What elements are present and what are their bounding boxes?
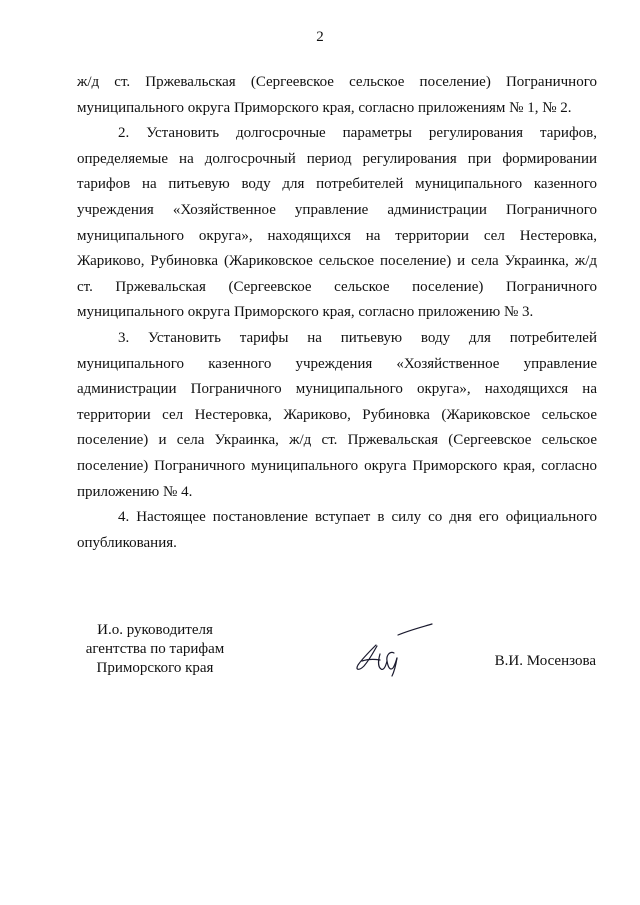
paragraph-item-4: 4. Настоящее постановление вступает в силу со дня его официального опубликования. [77,509,597,551]
paragraph-continuation: ж/д ст. Пржевальская (Сергеевское сельское поселение) Пограничного муниципального округа Приморского края, согласно приложениям № 1, № 2. [77,74,597,116]
page-number: 2 [316,29,324,45]
signatory-name: В.И. Мосензова [494,653,596,669]
paragraph-item-2: 2. Установить долгосрочные параметры регулирования тарифов, определяемые на долгосрочный период регулирования при формировании тарифов на питьевую воду для потребителей муниципального казенного учреждения «Хозяйственное управление администрации Пограничного муниципального округа», находящихся на территории сел Нестеровка, Жариково, Рубиновка (Жариковское сельское поселение) и села Украинка, ж/д ст. Пржевальская (Сергеевское сельское поселение) Пограничного муниципального округа Приморского края, согласно приложению № 3. [77,125,597,321]
handwritten-signature [340,621,440,681]
signatory-position [60,621,250,678]
document-body [77,70,597,556]
signatory-position-line: И.о. руководителя [97,622,213,638]
signatory-position-line: Приморского края [96,660,214,676]
signatory-position-line: агентства по тарифам [85,641,225,657]
paragraph-item-3: 3. Установить тарифы на питьевую воду для потребителей муниципального казенного учреждения «Хозяйственное управление администрации Пограничного муниципального округа», находящихся на территории сел Нестеровка, Жариково, Рубиновка (Жариковское сельское поселение) и села Украинка, ж/д ст. Пржевальская (Сергеевское сельское поселение) Пограничного муниципального округа Приморского края, согласно приложению № 4. [77,329,597,500]
